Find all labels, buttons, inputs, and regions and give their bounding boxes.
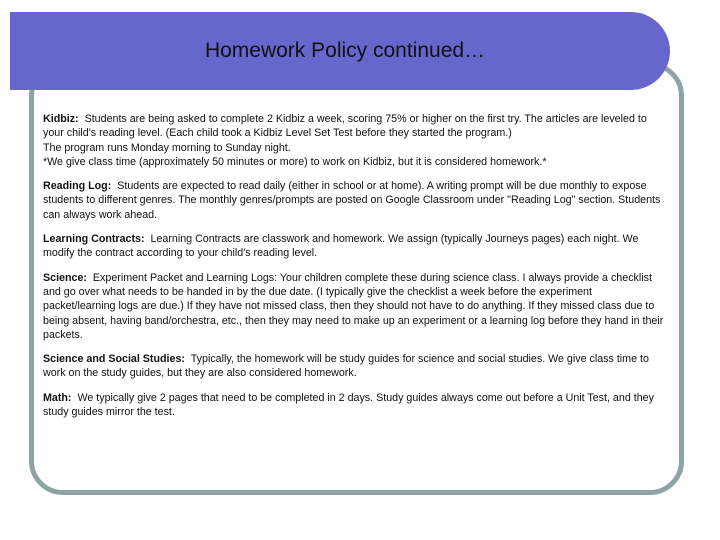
reading-log-text: Students are expected to read daily (either in school or at home). A writing prompt will be due monthly to expose students to different genres. The monthly genres/prompts are posted on Google Classroom under "Reading Log" section. Students can always work ahead. xyxy=(43,180,661,221)
math-text: We typically give 2 pages that need to be completed in 2 days. Study guides always come out before a Unit Test, and they study guides mirror the test. xyxy=(43,391,654,419)
learning-contracts-paragraph xyxy=(43,232,665,261)
science-social-studies-paragraph xyxy=(43,352,665,381)
kidbiz-text: Students are being asked to complete 2 Kidbiz a week, scoring 75% or higher on the first try. The articles are leveled to your child's reading level. (Each child took a Kidbiz Level Set Test before they started the program.) xyxy=(43,113,647,140)
reading-log-paragraph xyxy=(43,179,665,222)
slide-content xyxy=(43,112,665,429)
science-social-studies-label: Science and Social Studies: xyxy=(43,353,185,366)
science-paragraph xyxy=(43,271,665,342)
slide-title: Homework Policy continued… xyxy=(204,39,486,62)
science-text: Experiment Packet and Learning Logs: Your children complete these during science class. I always provide a checklist and go over what needs to be handed in by the due date. (I typically give the checklist a week before the experiment packet/learning logs are due.) If they have not missed class, then they should not have to do anything. If they missed class due to being absent, having band/orchestra, etc., then they may need to make up an experiment or a learning log before they hand in their packets. xyxy=(43,271,664,341)
kidbiz-paragraph xyxy=(43,112,665,169)
reading-log-label: Reading Log: xyxy=(43,180,112,193)
learning-contracts-label: Learning Contracts: xyxy=(43,233,145,246)
science-label: Science: xyxy=(43,271,87,284)
kidbiz-schedule: The program runs Monday morning to Sunday night. xyxy=(43,141,291,154)
kidbiz-note: *We give class time (approximately 50 minutes or more) to work on Kidbiz, but it is considered homework.* xyxy=(43,155,547,168)
learning-contracts-text: Learning Contracts are classwork and homework. We assign (typically Journeys pages) each night. We modify the contract according to your child's reading level. xyxy=(43,233,639,260)
math-paragraph xyxy=(43,391,665,420)
math-label: Math: xyxy=(43,391,72,404)
kidbiz-label: Kidbiz: xyxy=(43,113,79,125)
science-social-studies-text: Typically, the homework will be study guides for science and social studies. We give class time to work on the study guides, but they are also considered homework. xyxy=(43,353,649,380)
